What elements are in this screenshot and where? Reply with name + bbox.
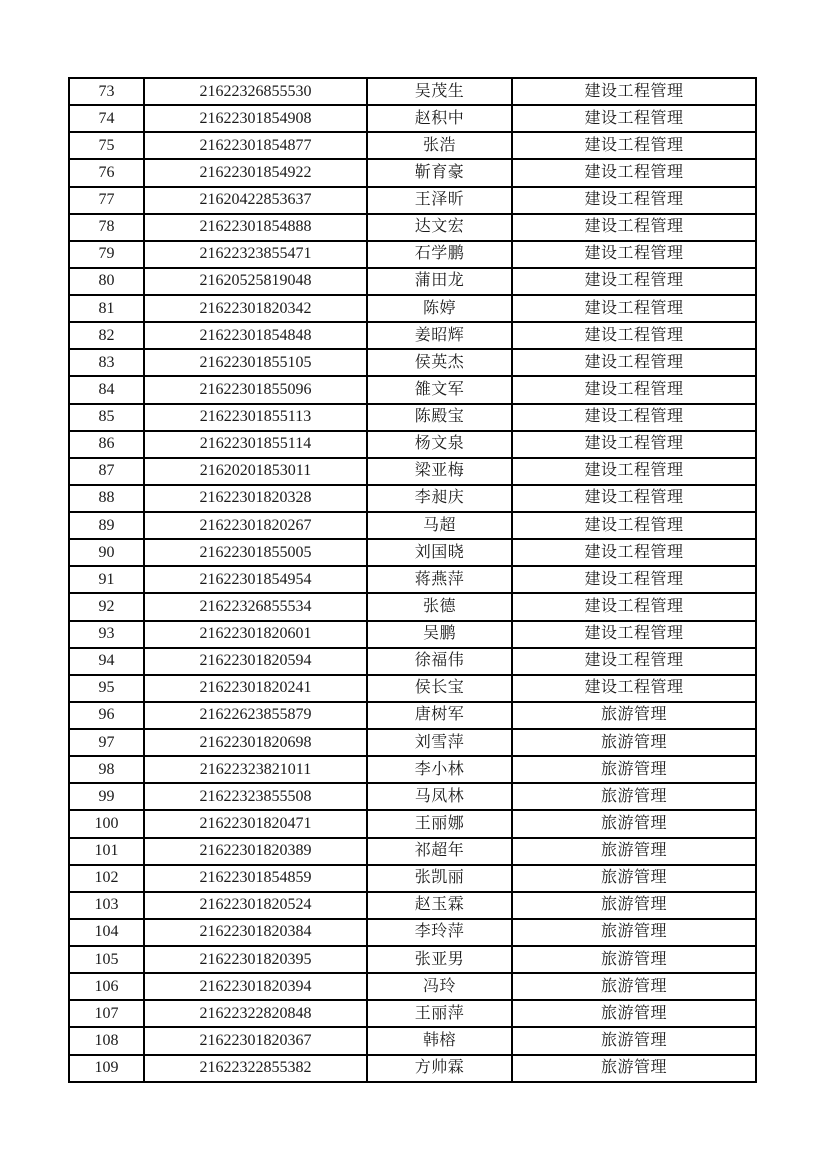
cell-major: 旅游管理	[512, 1000, 756, 1027]
cell-major: 旅游管理	[512, 838, 756, 865]
cell-major: 建设工程管理	[512, 512, 756, 539]
student-roster-table	[68, 77, 757, 1083]
cell-exam-number: 21622301855005	[144, 539, 367, 566]
cell-major: 旅游管理	[512, 919, 756, 946]
cell-row-number: 105	[69, 946, 144, 973]
cell-exam-number: 21622326855530	[144, 78, 367, 105]
cell-exam-number: 21622301820601	[144, 621, 367, 648]
cell-exam-number: 21620422853637	[144, 187, 367, 214]
cell-exam-number: 21622301820241	[144, 675, 367, 702]
cell-major: 建设工程管理	[512, 539, 756, 566]
cell-major: 旅游管理	[512, 702, 756, 729]
cell-student-name: 韩榕	[367, 1027, 512, 1054]
cell-major: 建设工程管理	[512, 648, 756, 675]
cell-row-number: 103	[69, 892, 144, 919]
cell-exam-number: 21622301820471	[144, 810, 367, 837]
table-row	[69, 648, 756, 675]
cell-major: 旅游管理	[512, 946, 756, 973]
table-row	[69, 241, 756, 268]
cell-exam-number: 21622322820848	[144, 1000, 367, 1027]
cell-student-name: 赵玉霖	[367, 892, 512, 919]
cell-exam-number: 21622301854922	[144, 159, 367, 186]
cell-student-name: 雒文军	[367, 376, 512, 403]
table-row	[69, 810, 756, 837]
cell-row-number: 102	[69, 865, 144, 892]
cell-major: 建设工程管理	[512, 268, 756, 295]
cell-exam-number: 21622301855114	[144, 431, 367, 458]
cell-exam-number: 21622301854908	[144, 105, 367, 132]
cell-student-name: 刘国晓	[367, 539, 512, 566]
student-roster-body	[69, 78, 756, 1082]
cell-row-number: 101	[69, 838, 144, 865]
cell-major: 建设工程管理	[512, 159, 756, 186]
table-row	[69, 539, 756, 566]
cell-row-number: 85	[69, 404, 144, 431]
cell-exam-number: 21622301820524	[144, 892, 367, 919]
cell-row-number: 78	[69, 214, 144, 241]
cell-major: 建设工程管理	[512, 458, 756, 485]
table-row	[69, 756, 756, 783]
cell-student-name: 李昶庆	[367, 485, 512, 512]
cell-student-name: 唐树军	[367, 702, 512, 729]
cell-major: 建设工程管理	[512, 78, 756, 105]
cell-row-number: 89	[69, 512, 144, 539]
cell-row-number: 80	[69, 268, 144, 295]
cell-exam-number: 21622301854859	[144, 865, 367, 892]
cell-exam-number: 21622301854954	[144, 566, 367, 593]
cell-student-name: 张亚男	[367, 946, 512, 973]
cell-exam-number: 21622326855534	[144, 593, 367, 620]
table-row	[69, 892, 756, 919]
cell-row-number: 104	[69, 919, 144, 946]
cell-exam-number: 21622301854888	[144, 214, 367, 241]
cell-major: 建设工程管理	[512, 404, 756, 431]
table-row	[69, 458, 756, 485]
cell-row-number: 88	[69, 485, 144, 512]
table-row	[69, 159, 756, 186]
table-row	[69, 973, 756, 1000]
cell-row-number: 91	[69, 566, 144, 593]
table-row	[69, 512, 756, 539]
cell-exam-number: 21622323855508	[144, 783, 367, 810]
cell-student-name: 侯长宝	[367, 675, 512, 702]
cell-major: 旅游管理	[512, 892, 756, 919]
cell-student-name: 张德	[367, 593, 512, 620]
cell-student-name: 王丽萍	[367, 1000, 512, 1027]
cell-major: 旅游管理	[512, 810, 756, 837]
cell-student-name: 张浩	[367, 132, 512, 159]
cell-row-number: 92	[69, 593, 144, 620]
cell-exam-number: 21622301854877	[144, 132, 367, 159]
cell-student-name: 侯英杰	[367, 349, 512, 376]
cell-student-name: 李小林	[367, 756, 512, 783]
cell-exam-number: 21622301820267	[144, 512, 367, 539]
cell-row-number: 83	[69, 349, 144, 376]
cell-row-number: 95	[69, 675, 144, 702]
cell-row-number: 100	[69, 810, 144, 837]
cell-row-number: 90	[69, 539, 144, 566]
cell-major: 建设工程管理	[512, 187, 756, 214]
cell-row-number: 81	[69, 295, 144, 322]
cell-exam-number: 21622301820367	[144, 1027, 367, 1054]
cell-row-number: 99	[69, 783, 144, 810]
cell-row-number: 74	[69, 105, 144, 132]
cell-row-number: 93	[69, 621, 144, 648]
cell-student-name: 刘雪萍	[367, 729, 512, 756]
table-row	[69, 919, 756, 946]
cell-major: 建设工程管理	[512, 132, 756, 159]
cell-exam-number: 21620201853011	[144, 458, 367, 485]
cell-major: 旅游管理	[512, 1027, 756, 1054]
cell-row-number: 87	[69, 458, 144, 485]
cell-student-name: 马超	[367, 512, 512, 539]
cell-row-number: 107	[69, 1000, 144, 1027]
cell-student-name: 王丽娜	[367, 810, 512, 837]
table-row	[69, 702, 756, 729]
cell-exam-number: 21622301855105	[144, 349, 367, 376]
table-row	[69, 838, 756, 865]
table-row	[69, 214, 756, 241]
cell-student-name: 祁超年	[367, 838, 512, 865]
cell-row-number: 108	[69, 1027, 144, 1054]
cell-major: 建设工程管理	[512, 214, 756, 241]
cell-row-number: 84	[69, 376, 144, 403]
table-row	[69, 295, 756, 322]
table-row	[69, 1027, 756, 1054]
cell-exam-number: 21622322855382	[144, 1055, 367, 1083]
cell-student-name: 赵积中	[367, 105, 512, 132]
cell-exam-number: 21622301820389	[144, 838, 367, 865]
cell-row-number: 77	[69, 187, 144, 214]
cell-major: 建设工程管理	[512, 349, 756, 376]
cell-exam-number: 21622301820328	[144, 485, 367, 512]
table-row	[69, 404, 756, 431]
cell-major: 建设工程管理	[512, 675, 756, 702]
cell-exam-number: 21622301820394	[144, 973, 367, 1000]
cell-row-number: 109	[69, 1055, 144, 1083]
cell-student-name: 王泽昕	[367, 187, 512, 214]
cell-student-name: 吴茂生	[367, 78, 512, 105]
table-row	[69, 946, 756, 973]
cell-major: 旅游管理	[512, 973, 756, 1000]
table-row	[69, 485, 756, 512]
cell-major: 旅游管理	[512, 865, 756, 892]
table-row	[69, 566, 756, 593]
cell-row-number: 82	[69, 322, 144, 349]
cell-major: 建设工程管理	[512, 322, 756, 349]
table-row	[69, 132, 756, 159]
cell-student-name: 梁亚梅	[367, 458, 512, 485]
table-row	[69, 431, 756, 458]
table-row	[69, 593, 756, 620]
cell-student-name: 徐福伟	[367, 648, 512, 675]
cell-student-name: 靳育豪	[367, 159, 512, 186]
table-row	[69, 621, 756, 648]
cell-student-name: 杨文泉	[367, 431, 512, 458]
cell-major: 建设工程管理	[512, 485, 756, 512]
table-row	[69, 105, 756, 132]
cell-major: 建设工程管理	[512, 376, 756, 403]
cell-major: 旅游管理	[512, 783, 756, 810]
cell-row-number: 96	[69, 702, 144, 729]
table-row	[69, 268, 756, 295]
table-row	[69, 675, 756, 702]
cell-row-number: 86	[69, 431, 144, 458]
cell-major: 旅游管理	[512, 1055, 756, 1083]
table-row	[69, 322, 756, 349]
table-row	[69, 1000, 756, 1027]
cell-row-number: 94	[69, 648, 144, 675]
cell-student-name: 吴鹏	[367, 621, 512, 648]
cell-student-name: 方帅霖	[367, 1055, 512, 1083]
cell-student-name: 石学鹏	[367, 241, 512, 268]
cell-major: 旅游管理	[512, 756, 756, 783]
cell-exam-number: 21622301820342	[144, 295, 367, 322]
cell-student-name: 李玲萍	[367, 919, 512, 946]
cell-row-number: 97	[69, 729, 144, 756]
table-row	[69, 376, 756, 403]
cell-exam-number: 21622301820594	[144, 648, 367, 675]
cell-major: 建设工程管理	[512, 593, 756, 620]
cell-exam-number: 21622301855113	[144, 404, 367, 431]
table-row	[69, 729, 756, 756]
cell-exam-number: 21622301820395	[144, 946, 367, 973]
cell-exam-number: 21622323855471	[144, 241, 367, 268]
table-row	[69, 349, 756, 376]
cell-student-name: 马凤林	[367, 783, 512, 810]
cell-exam-number: 21622301855096	[144, 376, 367, 403]
cell-row-number: 98	[69, 756, 144, 783]
table-row	[69, 78, 756, 105]
cell-student-name: 冯玲	[367, 973, 512, 1000]
cell-major: 建设工程管理	[512, 241, 756, 268]
cell-exam-number: 21622301820698	[144, 729, 367, 756]
cell-exam-number: 21622623855879	[144, 702, 367, 729]
cell-student-name: 陈婷	[367, 295, 512, 322]
cell-major: 建设工程管理	[512, 566, 756, 593]
cell-row-number: 106	[69, 973, 144, 1000]
cell-exam-number: 21620525819048	[144, 268, 367, 295]
cell-major: 建设工程管理	[512, 431, 756, 458]
cell-student-name: 姜昭辉	[367, 322, 512, 349]
table-row	[69, 1055, 756, 1083]
cell-row-number: 73	[69, 78, 144, 105]
table-row	[69, 865, 756, 892]
cell-student-name: 陈殿宝	[367, 404, 512, 431]
table-row	[69, 187, 756, 214]
cell-exam-number: 21622301854848	[144, 322, 367, 349]
cell-row-number: 79	[69, 241, 144, 268]
cell-major: 建设工程管理	[512, 105, 756, 132]
cell-student-name: 张凯丽	[367, 865, 512, 892]
cell-major: 建设工程管理	[512, 295, 756, 322]
cell-exam-number: 21622323821011	[144, 756, 367, 783]
table-row	[69, 783, 756, 810]
cell-student-name: 蒋燕萍	[367, 566, 512, 593]
cell-student-name: 蒲田龙	[367, 268, 512, 295]
cell-student-name: 达文宏	[367, 214, 512, 241]
cell-row-number: 76	[69, 159, 144, 186]
cell-major: 旅游管理	[512, 729, 756, 756]
cell-row-number: 75	[69, 132, 144, 159]
cell-major: 建设工程管理	[512, 621, 756, 648]
cell-exam-number: 21622301820384	[144, 919, 367, 946]
